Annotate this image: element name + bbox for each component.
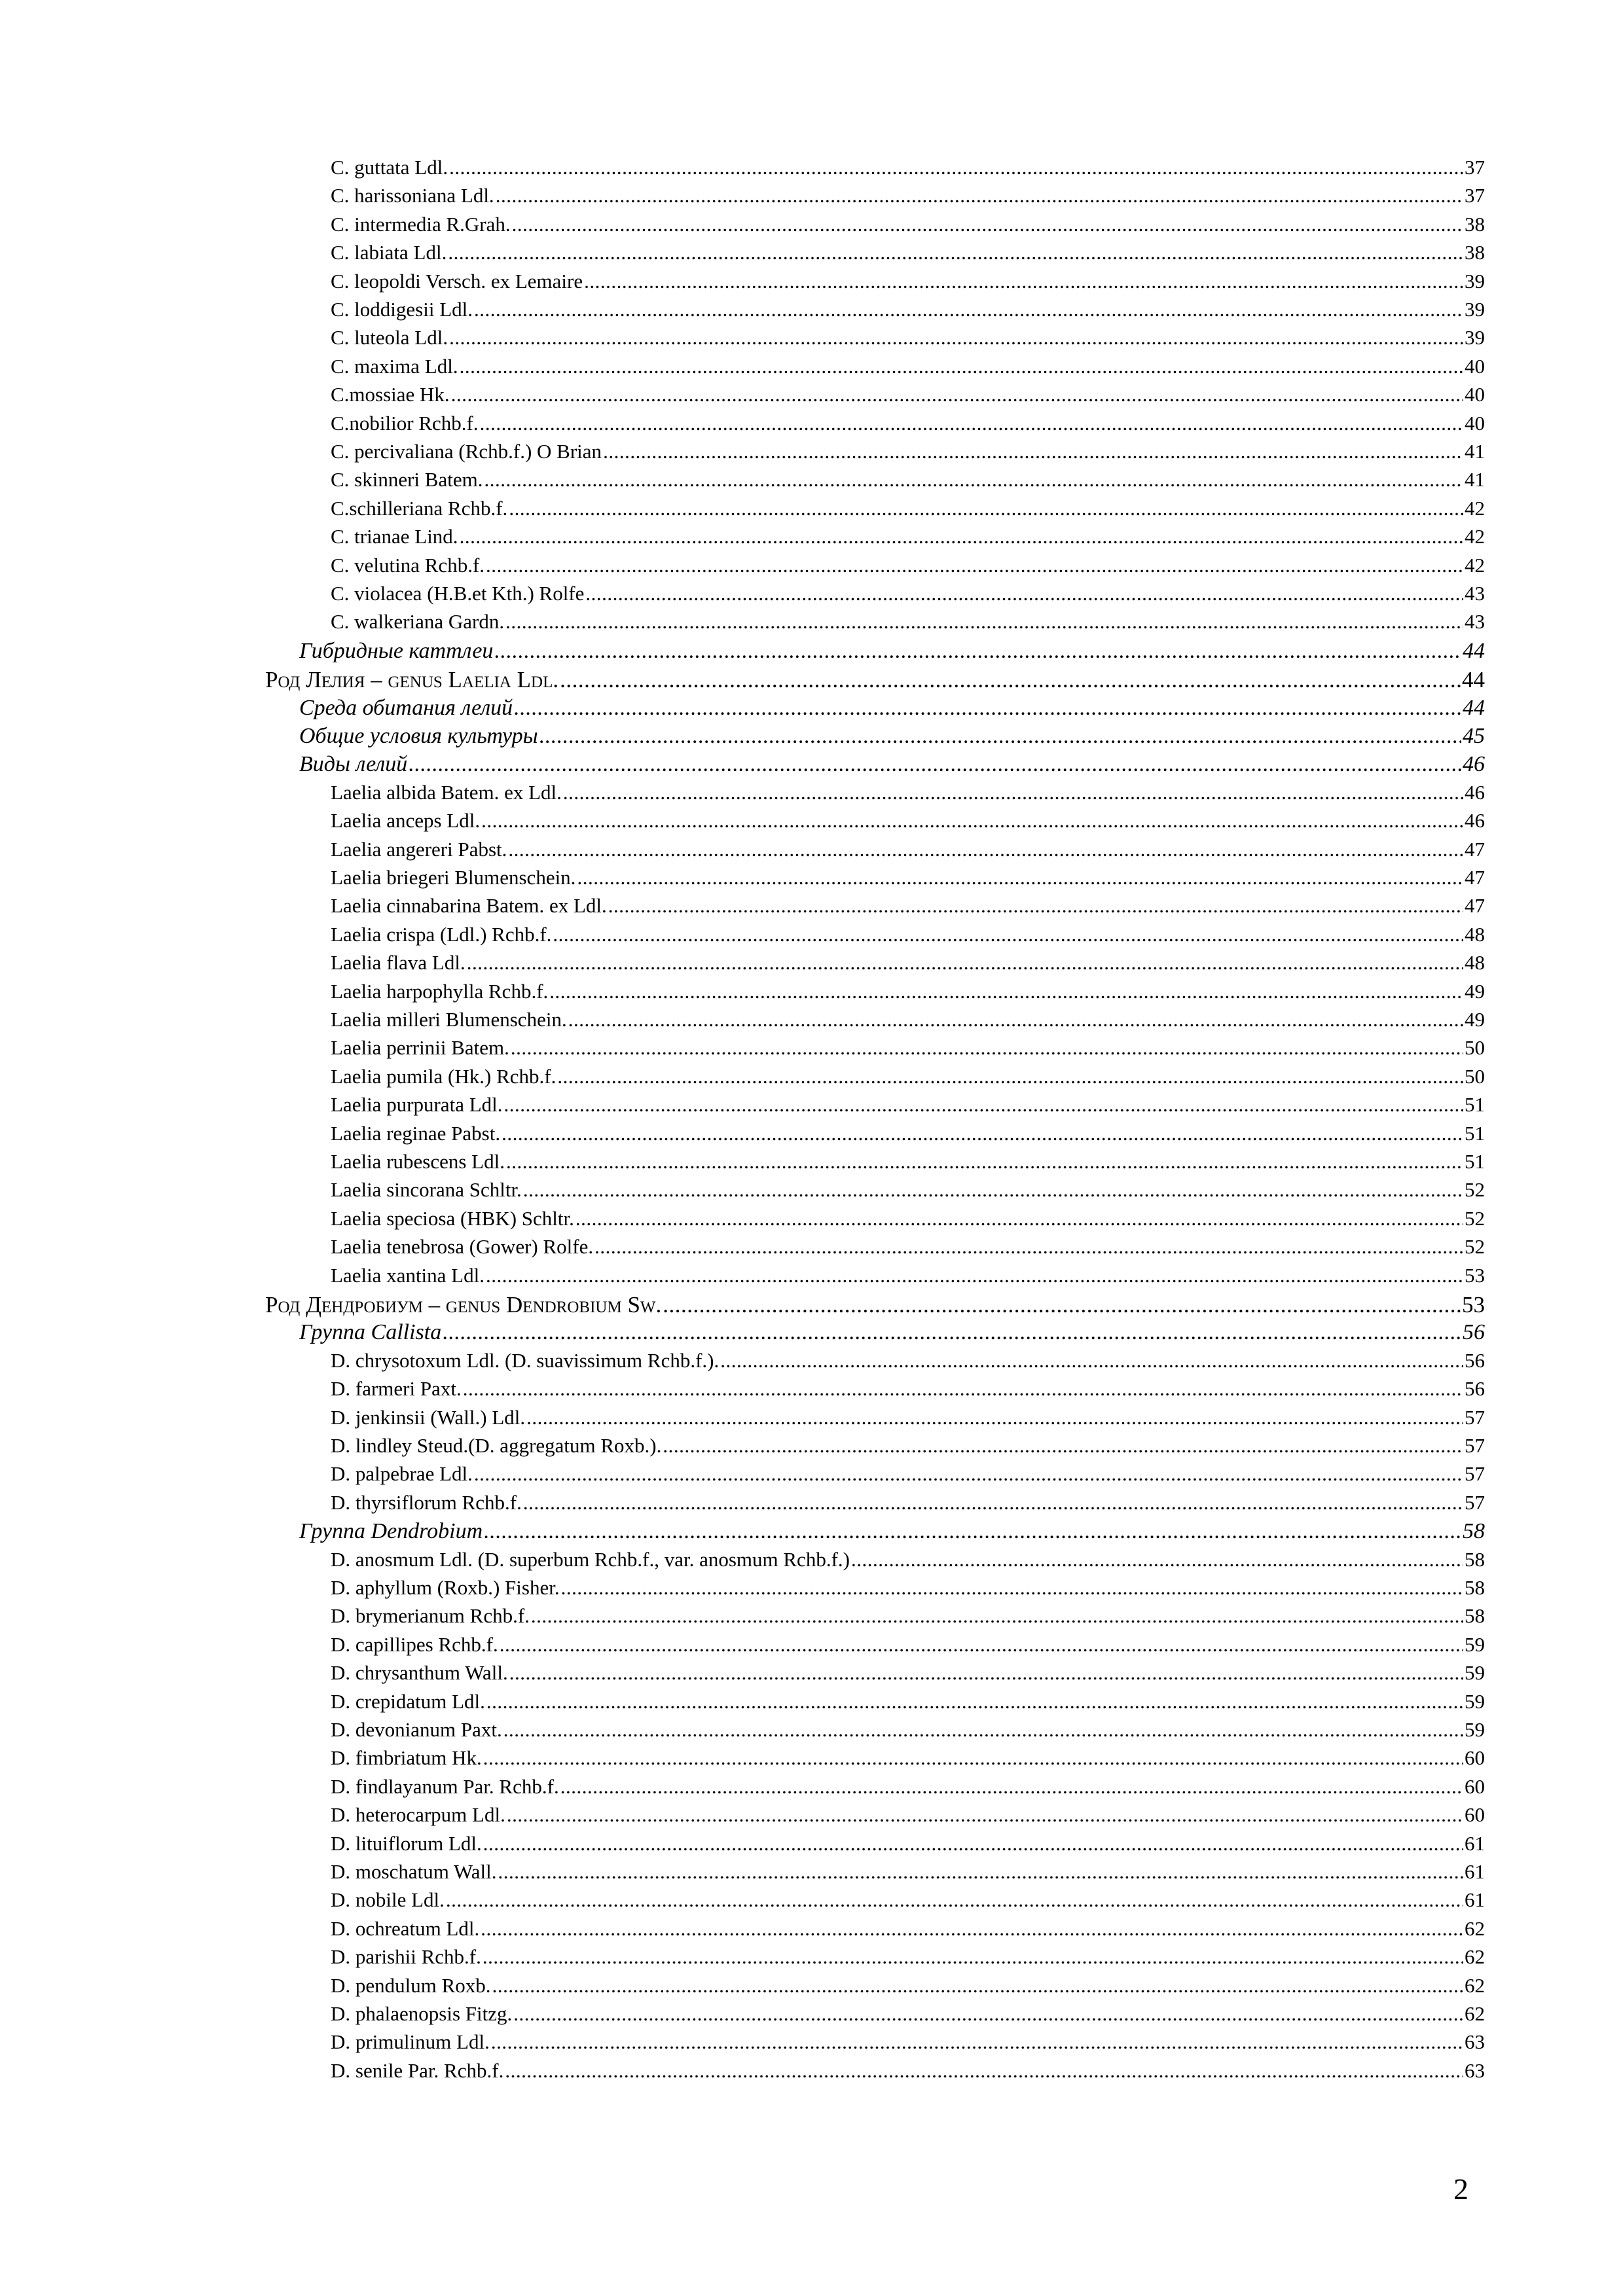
toc-entry[interactable] (331, 1746, 1485, 1775)
toc-entry[interactable] (331, 554, 1485, 583)
toc-entry-title: C.mossiae Hk. (331, 383, 450, 406)
toc-entry-title: D. heterocarpum Ldl. (331, 1803, 505, 1826)
toc-entry[interactable] (331, 951, 1485, 980)
toc-entry[interactable] (331, 1264, 1485, 1293)
toc-entry[interactable] (331, 923, 1485, 952)
toc-entry-page: 50 (1465, 1036, 1485, 1059)
toc-entry[interactable] (331, 781, 1485, 810)
toc-leader-dots (557, 1065, 1463, 1088)
toc-entry[interactable] (299, 696, 1485, 727)
toc-leader-dots (663, 1434, 1463, 1458)
toc-leader-dots (531, 1604, 1463, 1628)
toc-leader-dots (443, 1320, 1461, 1345)
toc-entry-page: 58 (1463, 1519, 1485, 1543)
toc-entry-page: 60 (1465, 1775, 1485, 1798)
toc-entry-title: C. trianae Lind. (331, 525, 458, 548)
toc-leader-dots (603, 440, 1463, 463)
toc-entry-page: 57 (1465, 1491, 1485, 1514)
toc-entry[interactable] (331, 809, 1485, 838)
toc-entry[interactable] (331, 1945, 1485, 1974)
toc-entry-page: 40 (1465, 412, 1485, 435)
toc-entry-page: 52 (1465, 1235, 1485, 1258)
toc-entry-title: Род Лелия – genus Laelia Ldl. (265, 667, 559, 692)
toc-entry-title: Laelia xantina Ldl. (331, 1264, 484, 1287)
toc-entry-title: C. labiata Ldl. (331, 241, 447, 264)
toc-leader-dots (513, 2002, 1463, 2026)
toc-entry[interactable] (331, 866, 1485, 895)
toc-entry-title: C. loddigesii Ldl. (331, 298, 473, 321)
toc-entry[interactable] (331, 383, 1485, 412)
toc-entry-title: D. lindley Steud.(D. aggregatum Roxb.). (331, 1434, 662, 1457)
toc-entry-title: Общие условия культуры (299, 724, 538, 748)
toc-entry-title: Laelia purpurata Ldl. (331, 1093, 503, 1116)
toc-leader-dots (481, 1917, 1463, 1941)
toc-entry-page: 52 (1465, 1178, 1485, 1201)
toc-leader-dots (449, 156, 1463, 179)
toc-entry[interactable] (299, 724, 1485, 755)
toc-entry-title: Laelia sincorana Schltr. (331, 1178, 522, 1201)
toc-entry[interactable] (331, 213, 1485, 242)
toc-entry[interactable] (331, 355, 1485, 384)
toc-entry[interactable] (299, 1320, 1485, 1352)
toc-entry-page: 39 (1465, 326, 1485, 349)
toc-entry-page: 51 (1465, 1093, 1485, 1116)
toc-entry-page: 50 (1465, 1065, 1485, 1088)
toc-leader-dots (498, 1860, 1463, 1884)
toc-entry[interactable] (331, 2002, 1485, 2031)
toc-leader-dots (514, 696, 1461, 721)
toc-leader-dots (460, 525, 1463, 548)
toc-leader-dots (504, 1093, 1463, 1117)
toc-entry-page: 57 (1465, 1462, 1485, 1485)
toc-leader-dots (483, 1746, 1463, 1770)
toc-entry-title: Род Дендробиум – genus Dendrobium Sw. (265, 1292, 662, 1318)
toc-entry[interactable] (331, 1349, 1485, 1378)
toc-leader-dots (451, 383, 1463, 406)
toc-entry-page: 40 (1465, 355, 1485, 378)
toc-entry-page: 45 (1463, 724, 1485, 748)
toc-entry-title: C. maxima Ldl. (331, 355, 458, 378)
toc-entry-title: Laelia cinnabarina Batem. ex Ldl. (331, 894, 607, 917)
toc-leader-dots (509, 497, 1463, 520)
toc-entry[interactable] (331, 1576, 1485, 1605)
toc-leader-dots (483, 1832, 1463, 1856)
toc-entry-page: 46 (1465, 781, 1485, 804)
toc-leader-dots (460, 355, 1463, 378)
toc-entry-title: D. parishii Rchb.f. (331, 1945, 481, 1968)
toc-entry-page: 49 (1465, 980, 1485, 1003)
toc-entry-page: 61 (1465, 1888, 1485, 1911)
toc-entry-page: 48 (1465, 951, 1485, 974)
toc-entry[interactable] (331, 1604, 1485, 1633)
toc-leader-dots (523, 1491, 1463, 1515)
toc-leader-dots (480, 412, 1463, 435)
toc-entry[interactable] (331, 1974, 1485, 2003)
toc-entry-page: 53 (1462, 1292, 1485, 1318)
toc-entry[interactable] (331, 1491, 1485, 1520)
toc-leader-dots (508, 838, 1463, 861)
toc-entry-title: C. velutina Rchb.f. (331, 554, 485, 577)
toc-entry-title: Laelia rubescens Ldl. (331, 1150, 505, 1173)
toc-leader-dots (505, 2059, 1463, 2083)
toc-entry-title: D. chrysotoxum Ldl. (D. suavissimum Rchb.f.). (331, 1349, 720, 1372)
toc-entry[interactable] (331, 1888, 1485, 1917)
toc-entry[interactable] (265, 667, 1485, 698)
toc-entry[interactable] (299, 639, 1485, 670)
toc-entry-title: D. palpebrae Ldl. (331, 1462, 473, 1485)
toc-leader-dots (608, 894, 1463, 918)
toc-entry-page: 62 (1465, 1945, 1485, 1968)
toc-leader-dots (483, 1945, 1463, 1969)
toc-leader-dots (449, 326, 1463, 350)
toc-entry-title: Группа Callista (299, 1320, 442, 1344)
toc-entry-title: Laelia angereri Pabst. (331, 838, 507, 861)
toc-entry-page: 47 (1465, 894, 1485, 917)
toc-entry-title: D. jenkinsii (Wall.) Ldl. (331, 1406, 526, 1429)
toc-entry-title: Виды лелий (299, 752, 408, 776)
toc-entry-page: 56 (1465, 1349, 1485, 1372)
toc-entry[interactable] (331, 2030, 1485, 2059)
toc-leader-dots (484, 468, 1463, 492)
toc-entry-title: D. senile Par. Rchb.f. (331, 2059, 504, 2082)
toc-leader-dots (491, 2030, 1463, 2054)
toc-entry-page: 43 (1465, 610, 1485, 633)
toc-leader-dots (511, 1036, 1463, 1060)
toc-entry-title: C. skinneri Batem. (331, 468, 483, 491)
toc-leader-dots (463, 1377, 1463, 1401)
toc-entry-title: D. findlayanum Par. Rchb.f. (331, 1775, 559, 1798)
toc-entry-page: 63 (1465, 2059, 1485, 2082)
toc-leader-dots (503, 1718, 1463, 1742)
toc-leader-dots (563, 781, 1463, 804)
toc-entry[interactable] (331, 1690, 1485, 1719)
toc-leader-dots (409, 752, 1461, 777)
toc-entry-page: 38 (1465, 241, 1485, 264)
toc-entry[interactable] (331, 270, 1485, 298)
toc-entry-page: 59 (1465, 1633, 1485, 1656)
toc-entry-page: 51 (1465, 1122, 1485, 1145)
toc-leader-dots (496, 184, 1463, 207)
toc-entry-title: Laelia speciosa (HBK) Schltr. (331, 1207, 574, 1230)
toc-entry[interactable] (331, 1036, 1485, 1065)
toc-entry-page: 48 (1465, 923, 1485, 946)
toc-leader-dots (720, 1349, 1463, 1372)
toc-leader-dots (448, 241, 1463, 264)
toc-entry-title: D. phalaenopsis Fitzg. (331, 2002, 513, 2025)
toc-entry-page: 44 (1463, 696, 1485, 720)
toc-entry-title: D. devonianum Paxt. (331, 1718, 502, 1741)
toc-entry-page: 37 (1465, 184, 1485, 207)
toc-leader-dots (486, 1264, 1463, 1287)
toc-entry[interactable] (331, 184, 1485, 213)
toc-entry[interactable] (331, 241, 1485, 270)
toc-leader-dots (486, 1690, 1463, 1713)
toc-entry[interactable] (331, 1093, 1485, 1122)
toc-leader-dots (494, 639, 1461, 664)
toc-leader-dots (486, 554, 1463, 577)
toc-entry[interactable] (331, 2059, 1485, 2088)
toc-leader-dots (560, 1775, 1463, 1799)
toc-entry-page: 62 (1465, 1974, 1485, 1997)
toc-entry-page: 46 (1463, 752, 1485, 776)
toc-entry[interactable] (331, 326, 1485, 355)
toc-entry[interactable] (331, 1434, 1485, 1463)
toc-entry-page: 58 (1465, 1576, 1485, 1599)
toc-entry[interactable] (331, 1235, 1485, 1264)
toc-entry-title: Laelia albida Batem. ex Ldl. (331, 781, 562, 804)
toc-entry-title: D. capillipes Rchb.f. (331, 1633, 498, 1656)
toc-entry-title: D. primulinum Ldl. (331, 2030, 490, 2053)
toc-entry-title: D. lituiflorum Ldl. (331, 1832, 482, 1855)
toc-leader-dots (851, 1548, 1463, 1571)
toc-entry-page: 53 (1465, 1264, 1485, 1287)
toc-entry-page: 46 (1465, 809, 1485, 832)
toc-entry-title: D. crepidatum Ldl. (331, 1690, 485, 1713)
toc-entry[interactable] (331, 1406, 1485, 1435)
toc-entry-title: Laelia pumila (Hk.) Rchb.f. (331, 1065, 556, 1088)
toc-entry[interactable] (331, 1860, 1485, 1889)
toc-entry-page: 42 (1465, 525, 1485, 548)
toc-leader-dots (505, 610, 1463, 634)
toc-entry-page: 44 (1463, 639, 1485, 663)
toc-entry[interactable] (331, 1917, 1485, 1946)
toc-entry[interactable] (299, 1519, 1485, 1551)
toc-entry-page: 40 (1465, 383, 1485, 406)
toc-leader-dots (585, 582, 1463, 605)
toc-entry[interactable] (331, 298, 1485, 327)
toc-entry-page: 60 (1465, 1803, 1485, 1826)
toc-entry-title: C. violacea (H.B.et Kth.) Rolfe (331, 582, 585, 605)
toc-entry-page: 63 (1465, 2030, 1485, 2053)
toc-leader-dots (577, 866, 1463, 889)
toc-leader-dots (492, 1974, 1463, 1998)
toc-entry-title: Laelia anceps Ldl. (331, 809, 481, 832)
toc-leader-dots (506, 1150, 1463, 1174)
toc-leader-dots (484, 1519, 1461, 1544)
toc-entry[interactable] (331, 1122, 1485, 1151)
toc-entry-title: D. aphyllum (Roxb.) Fisher. (331, 1576, 560, 1599)
toc-entry-title: C. luteola Ldl. (331, 326, 448, 349)
toc-entry-title: Гибридные каттлеи (299, 639, 494, 663)
toc-entry-page: 44 (1462, 667, 1485, 692)
toc-entry-page: 61 (1465, 1832, 1485, 1855)
page-number: 2 (1453, 2172, 1468, 2206)
toc-entry-page: 38 (1465, 213, 1485, 236)
toc-leader-dots (560, 667, 1461, 693)
toc-entry[interactable] (331, 412, 1485, 440)
toc-entry[interactable] (331, 838, 1485, 867)
toc-entry-page: 51 (1465, 1150, 1485, 1173)
toc-entry-title: D. fimbriatum Hk. (331, 1746, 482, 1769)
toc-entry-title: D. moschatum Wall. (331, 1860, 497, 1883)
toc-entry[interactable] (331, 525, 1485, 554)
toc-entry-title: C. percivaliana (Rchb.f.) O Brian (331, 440, 602, 463)
toc-entry-title: Laelia reginae Pabst. (331, 1122, 501, 1145)
toc-entry-page: 56 (1463, 1320, 1485, 1344)
toc-entry-title: Среда обитания лелий (299, 696, 513, 720)
toc-entry-page: 39 (1465, 270, 1485, 293)
toc-entry-page: 37 (1465, 156, 1485, 179)
toc-leader-dots (501, 1122, 1463, 1145)
toc-entry-title: Laelia harpophylla Rchb.f. (331, 980, 549, 1003)
toc-entry[interactable] (331, 156, 1485, 185)
toc-entry-title: Laelia flava Ldl. (331, 951, 465, 974)
toc-entry[interactable] (331, 980, 1485, 1009)
toc-entry-page: 42 (1465, 554, 1485, 577)
toc-entry[interactable] (331, 610, 1485, 639)
toc-entry-title: D. anosmum Ldl. (D. superbum Rchb.f., var. anosmum Rchb.f.) (331, 1548, 850, 1571)
toc-entry[interactable] (331, 497, 1485, 526)
toc-leader-dots (568, 1008, 1463, 1031)
toc-leader-dots (446, 1888, 1463, 1912)
toc-entry-title: D. nobile Ldl. (331, 1888, 445, 1911)
toc-entry[interactable] (331, 1377, 1485, 1406)
toc-entry-title: Laelia tenebrosa (Gower) Rolfe. (331, 1235, 594, 1258)
toc-leader-dots (507, 1803, 1463, 1827)
toc-entry-title: C. leopoldi Versch. ex Lemaire (331, 270, 583, 293)
toc-entry-page: 43 (1465, 582, 1485, 605)
toc-leader-dots (584, 270, 1463, 293)
toc-leader-dots (561, 1576, 1463, 1600)
toc-entry[interactable] (331, 582, 1485, 611)
toc-leader-dots (481, 809, 1463, 833)
toc-entry-page: 59 (1465, 1718, 1485, 1741)
toc-entry[interactable] (331, 1178, 1485, 1207)
toc-entry-page: 62 (1465, 1917, 1485, 1940)
toc-leader-dots (474, 1462, 1463, 1486)
toc-entry-page: 49 (1465, 1008, 1485, 1031)
toc-entry[interactable] (331, 440, 1485, 469)
toc-leader-dots (594, 1235, 1463, 1259)
toc-entry[interactable] (331, 1008, 1485, 1037)
toc-entry-title: C. harissoniana Ldl. (331, 184, 494, 207)
toc-entry[interactable] (331, 1832, 1485, 1861)
toc-leader-dots (539, 724, 1461, 749)
toc-entry[interactable] (331, 1661, 1485, 1690)
toc-entry-title: D. farmeri Paxt. (331, 1377, 462, 1400)
toc-entry-page: 58 (1465, 1548, 1485, 1571)
toc-entry-title: Laelia briegeri Blumenschein. (331, 866, 576, 889)
toc-entry[interactable] (299, 752, 1485, 783)
toc-entry-title: C. guttata Ldl. (331, 156, 448, 179)
toc-entry-page: 56 (1465, 1377, 1485, 1400)
toc-entry[interactable] (331, 1548, 1485, 1577)
toc-entry-page: 41 (1465, 468, 1485, 491)
toc-entry-page: 47 (1465, 866, 1485, 889)
toc-leader-dots (553, 923, 1463, 946)
toc-entry[interactable] (331, 1462, 1485, 1491)
toc-entry-title: Laelia crispa (Ldl.) Rchb.f. (331, 923, 552, 946)
toc-entry-title: D. ochreatum Ldl. (331, 1917, 480, 1940)
toc-entry-page: 62 (1465, 2002, 1485, 2025)
toc-leader-dots (526, 1406, 1463, 1429)
toc-leader-dots (467, 951, 1463, 975)
toc-leader-dots (663, 1292, 1461, 1318)
toc-leader-dots (549, 980, 1463, 1003)
toc-leader-dots (509, 1661, 1463, 1685)
toc-entry[interactable] (331, 1775, 1485, 1804)
toc-entry[interactable] (331, 1150, 1485, 1179)
toc-entry[interactable] (331, 468, 1485, 497)
toc-leader-dots (512, 213, 1463, 236)
toc-entry-page: 39 (1465, 298, 1485, 321)
toc-entry-title: D. chrysanthum Wall. (331, 1661, 508, 1684)
toc-entry-page: 61 (1465, 1860, 1485, 1883)
toc-entry-title: Группа Dendrobium (299, 1519, 483, 1543)
toc-entry-title: C.nobilior Rchb.f. (331, 412, 479, 435)
toc-entry-page: 57 (1465, 1434, 1485, 1457)
toc-entry-title: C. intermedia R.Grah. (331, 213, 511, 236)
toc-entry[interactable] (331, 1633, 1485, 1662)
toc-entry-title: C. walkeriana Gardn. (331, 610, 505, 633)
toc-entry-page: 57 (1465, 1406, 1485, 1429)
toc-entry-title: D. thyrsiflorum Rchb.f. (331, 1491, 522, 1514)
toc-entry[interactable] (331, 1207, 1485, 1236)
toc-entry-page: 59 (1465, 1661, 1485, 1684)
toc-entry[interactable] (265, 1292, 1485, 1323)
toc-entry-page: 42 (1465, 497, 1485, 520)
toc-leader-dots (500, 1633, 1463, 1657)
toc-entry-page: 59 (1465, 1690, 1485, 1713)
toc-entry-title: Laelia milleri Blumenschein. (331, 1008, 567, 1031)
toc-entry-page: 58 (1465, 1604, 1485, 1627)
toc-entry-title: D. brymerianum Rchb.f. (331, 1604, 530, 1627)
toc-entry[interactable] (331, 1718, 1485, 1747)
toc-entry-page: 60 (1465, 1746, 1485, 1769)
toc-entry[interactable] (331, 1803, 1485, 1832)
toc-entry[interactable] (331, 1065, 1485, 1094)
toc-leader-dots (575, 1207, 1463, 1230)
toc-leader-dots (523, 1178, 1463, 1202)
toc-entry[interactable] (331, 894, 1485, 923)
toc-leader-dots (474, 298, 1463, 321)
toc-entry-page: 47 (1465, 838, 1485, 861)
toc-entry-title: D. pendulum Roxb. (331, 1974, 491, 1997)
toc-entry-title: Laelia perrinii Batem. (331, 1036, 509, 1059)
toc-entry-page: 52 (1465, 1207, 1485, 1230)
toc-entry-page: 41 (1465, 440, 1485, 463)
toc-entry-title: C.schilleriana Rchb.f. (331, 497, 508, 520)
